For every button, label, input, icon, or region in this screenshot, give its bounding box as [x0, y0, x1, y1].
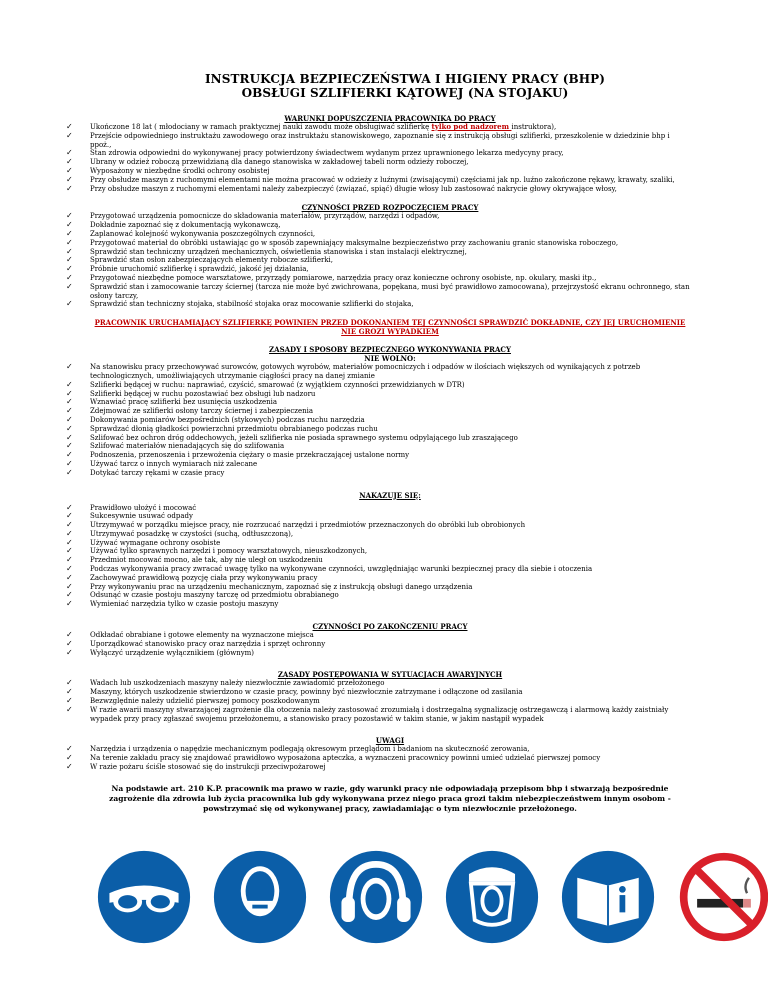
checkmark-icon: ✓ [66, 511, 73, 521]
list-item: ✓ Uporządkować stanowisko pracy oraz narzędzia i sprzęt ochronny [66, 638, 326, 648]
list-po [66, 630, 690, 657]
list-item: ✓ Odkładać obrabiane i gotowe elementy na wyznaczone miejsca [66, 630, 314, 640]
checkmark-icon: ✓ [66, 696, 73, 706]
list-item: ✓ Ukończone 18 lat ( młodociany w ramach praktycznej nauki zawodu może obsługiwać szlifierkę tylko pod nadzorem instruktora), [66, 122, 557, 131]
checkmark-icon: ✓ [66, 678, 73, 688]
checkmark-icon: ✓ [66, 157, 73, 167]
list-item: ✓ Prawidłowo ułożyć i mocować [66, 502, 197, 512]
list-item: ✓ Przygotować niezbędne pomoce warsztatowe, przyrządy pomiarowe, narzędzia pracy oraz konieczne ochrony osobiste, np. okulary, maski itp., [66, 272, 597, 282]
list-item: ✓ Sprawdzić stan techniczny urządzeń mechanicznych, oświetlenia stanowiska i stan instalacji elektrycznej, [66, 246, 467, 256]
list-awaryjne [66, 678, 690, 723]
list-item: ✓ Utrzymywać w porządku miejsce pracy, nie rozrzucać narzędzi i przedmiotów przeznaczonych do obróbki lub obrobionych [66, 520, 526, 530]
ear-protection-icon [328, 849, 424, 945]
title-line-1: INSTRUKCJA BEZPIECZEŃSTWA I HIGIENY PRACY (BHP) [204, 72, 606, 86]
list-item: ✓ Wadach lub uszkodzeniach maszyny należy niezwłocznie zawiadomić przełożonego [66, 678, 385, 688]
section-subtitle-nie-wolno: NIE WOLNO: [364, 354, 416, 364]
face-shield-icon [444, 849, 540, 945]
list-item: ✓ Przejście odpowiedniego instruktażu zawodowego oraz instruktażu stanowiskowego, zapoznanie się z instrukcją obsługi szlifierki, przeszkolenie w dziedzinie bhp i ppoż., [66, 130, 670, 149]
checkmark-icon: ✓ [66, 264, 73, 274]
list-item: ✓ Sprawdzać dłonią gładkości powierzchni przedmiotu obrabianego podczas ruchu [66, 423, 378, 433]
list-item: ✓ Przygotować urządzenia pomocnicze do składowania materiałów, przyrządów, narzędzi i odpadów, [66, 211, 440, 221]
list-item: ✓ Odsunąć w czasie postoju maszyny tarczę od przedmiotu obrabianego [66, 590, 339, 600]
document-title [120, 72, 690, 100]
checkmark-icon: ✓ [66, 744, 73, 754]
checkmark-icon: ✓ [66, 255, 73, 265]
checkmark-icon: ✓ [66, 165, 73, 175]
checkmark-icon: ✓ [66, 590, 73, 600]
list-item: ✓ Przedmiot mocować mocno, ale tak, aby nie uległ on uszkodzeniu [66, 555, 323, 565]
list-item: ✓ Szlifierki będącej w ruchu pozostawiać bez obsługi lub nadzoru [66, 388, 316, 398]
list-item: ✓ Maszyny, których uszkodzenie stwierdzono w czasie pracy, powinny być niezwłocznie zatrzymane i odłączone od zasilania [66, 687, 523, 697]
list-item: ✓ Używać tylko sprawnych narzędzi i pomocy warsztatowych, nieuszkodzonych, [66, 546, 368, 556]
checkmark-icon: ✓ [66, 520, 73, 530]
checkmark-icon: ✓ [66, 388, 73, 398]
list-item: ✓ Przy obsłudze maszyn z ruchomymi elementami należy zabezpieczyć (związać, spiąć) długie włosy lub zastosować nakrycie głowy okrywające włosy, [66, 183, 617, 193]
checkmark-icon: ✓ [66, 581, 73, 591]
checkmark-icon: ✓ [66, 246, 73, 256]
list-item: ✓ W razie pożaru ściśle stosować się do instrukcji przeciwpożarowej [66, 762, 326, 772]
list-item: ✓ Szlifierki będącej w ruchu: naprawiać, czyścić, smarować (z wyjątkiem czynności przewidzianych w DTR) [66, 379, 465, 389]
list-item: ✓ Przygotować materiał do obróbki ustawiając go w sposób zapewniający maksymalne bezpieczeństwo przy zachowaniu granic stanowiska roboczego, [66, 237, 619, 247]
list-item: ✓ Sprawdzić stan osłon zabezpieczających elementy robocze szlifierki, [66, 255, 334, 265]
checkmark-icon: ✓ [66, 638, 73, 648]
checkmark-icon: ✓ [66, 753, 73, 763]
title-line-2: OBSŁUGI SZLIFIERKI KĄTOWEJ (NA STOJAKU) [241, 86, 569, 100]
list-item: ✓ Dokładnie zapoznać się z dokumentacją wykonawczą, [66, 220, 281, 230]
section-title-po: CZYNNOŚCI PO ZAKOŃCZENIU PRACY [312, 622, 468, 632]
list-item: ✓ Sprawdzić stan techniczny stojaka, stabilność stojaka oraz mocowanie szlifierki do stojaka, [66, 299, 414, 309]
checkmark-icon: ✓ [66, 362, 73, 372]
checkmark-icon: ✓ [66, 630, 73, 640]
list-item: ✓ Podczas wykonywania pracy zwracać uwagę tylko na wykonywane czynności, uwzględniając warunki bezpiecznej pracy dla siebie i otoczenia [66, 564, 593, 574]
checkmark-icon: ✓ [66, 423, 73, 433]
section-title-nakazuje: NAKAZUJE SIĘ: [359, 490, 421, 500]
no-smoking-icon [676, 849, 768, 945]
list-item: ✓ Dokonywania pomiarów bezpośrednich (stykowych) podczas ruchu narzędzia [66, 414, 365, 424]
list-item: ✓ Wyposażony w niezbędne środki ochrony osobistej [66, 165, 270, 175]
list-nakazuje [66, 502, 690, 610]
checkmark-icon: ✓ [66, 572, 73, 582]
list-item: ✓ Stan zdrowia odpowiedni do wykonywanej pracy potwierdzony świadectwem wydanym przez uprawnionego lekarza medycyny pracy, [66, 148, 564, 158]
checkmark-icon: ✓ [66, 220, 73, 230]
checkmark-icon: ✓ [66, 148, 73, 158]
checkmark-icon: ✓ [66, 599, 73, 609]
safety-signs-row [96, 849, 716, 945]
checkmark-icon: ✓ [66, 397, 73, 407]
list-item: ✓ Podnoszenia, przenoszenia i przewożenia ciężary o masie przekraczającej ustalone normy [66, 450, 410, 460]
checkmark-icon: ✓ [66, 546, 73, 556]
list-item: ✓ Sukcesywnie usuwać odpady [66, 511, 193, 521]
checkmark-icon: ✓ [66, 237, 73, 247]
supervision-highlight: tylko pod nadzorem [431, 122, 512, 131]
checkmark-icon: ✓ [66, 687, 73, 697]
list-item: ✓ Szlifować bez ochron dróg oddechowych, jeżeli szlifierka nie posiada sprawnego systemu odpylającego lub zraszającego [66, 432, 518, 442]
list-item: ✓ Na terenie zakładu pracy się znajdować prawidłowo wyposażona apteczka, a wyznaczeni pracownicy powinni umieć udzielać pierwszej pomocy [66, 753, 601, 763]
list-item: ✓ Bezwzględnie należy udzielić pierwszej pomocy poszkodowanym [66, 696, 320, 706]
checkmark-icon: ✓ [66, 272, 73, 282]
list-item: ✓ Zdejmować ze szlifierki osłony tarczy ściernej i zabezpieczenia [66, 406, 314, 416]
checkmark-icon: ✓ [66, 414, 73, 424]
checkmark-icon: ✓ [66, 281, 73, 291]
list-item: ✓ Przy obsłudze maszyn z ruchomymi elementami nie można pracować w odzieży z luźnymi (zwisającymi) częściami jak np. luźno zakończone rękawy, krawaty, szaliki, [66, 174, 675, 184]
section-title-awaryjne: ZASADY POSTĘPOWANIA W SYTUACJACH AWARYJNYCH [277, 670, 503, 680]
list-uwagi [66, 744, 690, 772]
list-item: ✓ W razie awarii maszyny stwarzającej zagrożenie dla otoczenia należy zastosować zrozumiałą i dostrzegalną sygnalizację ostrzegawczą i alarmową każdy zaistniały wypadek przy pracy zgłaszać swojemu przełożonemu, a stanowisko pracy pozostawić w takim stanie, w jakim nastąpił wypadek [66, 704, 669, 723]
section-title-warunki: WARUNKI DOPUSZCZENIA PRACOWNIKA DO PRACY [284, 114, 496, 123]
checkmark-icon: ✓ [66, 432, 73, 442]
list-item: ✓ Wymieniać narzędzia tylko w czasie postoju maszyny [66, 599, 279, 609]
manual-info-icon [560, 849, 656, 945]
list-item: ✓ Używać tarcz o innych wymiarach niż zalecane [66, 458, 258, 468]
checkmark-icon: ✓ [66, 458, 73, 468]
checkmark-icon: ✓ [66, 555, 73, 565]
list-item: ✓ Dotykać tarczy rękami w czasie pracy [66, 467, 225, 477]
list-item: ✓ Ubrany w odzież roboczą przewidzianą dla danego stanowiska w zakładowej tabeli norm odzieży roboczej, [66, 157, 469, 167]
list-zasady [66, 362, 690, 477]
checkmark-icon: ✓ [66, 299, 73, 309]
checkmark-icon: ✓ [66, 122, 73, 131]
section-title-uwagi: UWAGI [375, 736, 405, 746]
startup-warning: PRACOWNIK URUCHAMIAJĄCY SZLIFIERKĘ POWINIEN PRZED DOKONANIEM TEJ CZYNNOŚCI SPRAWDZIĆ DOKŁADNIE, CZY JEJ URUCHOMIENIE NIE GROZI WYPADKIEM [94, 318, 686, 337]
list-item: ✓ Szlifować materiałów nienadających się do szlifowania [66, 441, 285, 451]
checkmark-icon: ✓ [66, 564, 73, 574]
list-item: ✓ Sprawdzić stan i zamocowanie tarczy ściernej (tarcza nie może być zwichrowana, popękana, musi być prawidłowo zamocowana), przejrzystość ekranu ochronnego, stan osłony tarczy, [66, 281, 690, 300]
list-item: ✓ Zachowywać prawidłową pozycję ciała przy wykonywaniu pracy [66, 572, 318, 582]
checkmark-icon: ✓ [66, 174, 73, 184]
list-item: ✓ Wznawiać pracę szlifierki bez usunięcia uszkodzenia [66, 397, 278, 407]
checkmark-icon: ✓ [66, 450, 73, 460]
checkmark-icon: ✓ [66, 762, 73, 772]
list-item: ✓ Próbnie uruchomić szlifierkę i sprawdzić, jakość jej działania, [66, 264, 309, 274]
checkmark-icon: ✓ [66, 537, 73, 547]
checkmark-icon: ✓ [66, 130, 73, 140]
respirator-mask-icon [212, 849, 308, 945]
checkmark-icon: ✓ [66, 379, 73, 389]
list-item: ✓ Wyłączyć urządzenie wyłącznikiem (głównym) [66, 647, 255, 657]
list-item: ✓ Utrzymywać posadzkę w czystości (suchą, odtłuszczoną), [66, 528, 294, 538]
section-title-przed: CZYNNOŚCI PRZED ROZPOCZĘCIEM PRACY [301, 203, 479, 213]
checkmark-icon: ✓ [66, 228, 73, 238]
checkmark-icon: ✓ [66, 502, 73, 512]
list-przed [66, 211, 690, 309]
checkmark-icon: ✓ [66, 211, 73, 221]
checkmark-icon: ✓ [66, 704, 73, 714]
list-warunki [66, 122, 690, 193]
list-item: ✓ Używać wymagane ochrony osobiste [66, 537, 221, 547]
checkmark-icon: ✓ [66, 467, 73, 477]
legal-notice: Na podstawie art. 210 K.P. pracownik ma prawo w razie, gdy warunki pracy nie odpowiadają przepisom bhp i stwarzają bezpośrednie zagrożenie dla zdrowia lub życia pracownika lub gdy wykonywana przez niego praca grozi takim niebezpieczeństwem innym osobom - powstrzymać się od wykonywanej pracy, zawiadamiając o tym niezwłocznie przełożonego. [109, 783, 671, 813]
list-item: ✓ Narzędzia i urządzenia o napędzie mechanicznym podlegają okresowym przeglądom i badaniom na skuteczność zerowania, [66, 744, 530, 754]
list-item: ✓ Przy wykonywaniu prac na urządzeniu mechanicznym, zapoznać się z instrukcją obsługi danego urządzenia [66, 581, 473, 591]
checkmark-icon: ✓ [66, 406, 73, 416]
safety-goggles-icon [96, 849, 192, 945]
list-item: ✓ Zaplanować kolejność wykonywania poszczególnych czynności, [66, 228, 316, 238]
checkmark-icon: ✓ [66, 183, 73, 193]
list-item: ✓ Na stanowisku pracy przechowywać surowców, gotowych wyrobów, materiałów pomocniczych i odpadów w ilościach większych od wynikających z potrzeb technologicznych, umożliwiających utrzymanie ciągłości pracy na danej zmianie [66, 362, 641, 380]
section-title-zasady: ZASADY I SPOSOBY BEZPIECZNEGO WYKONYWANIA PRACY [269, 345, 511, 355]
checkmark-icon: ✓ [66, 528, 73, 538]
checkmark-icon: ✓ [66, 441, 73, 451]
checkmark-icon: ✓ [66, 647, 73, 657]
document [66, 72, 690, 814]
